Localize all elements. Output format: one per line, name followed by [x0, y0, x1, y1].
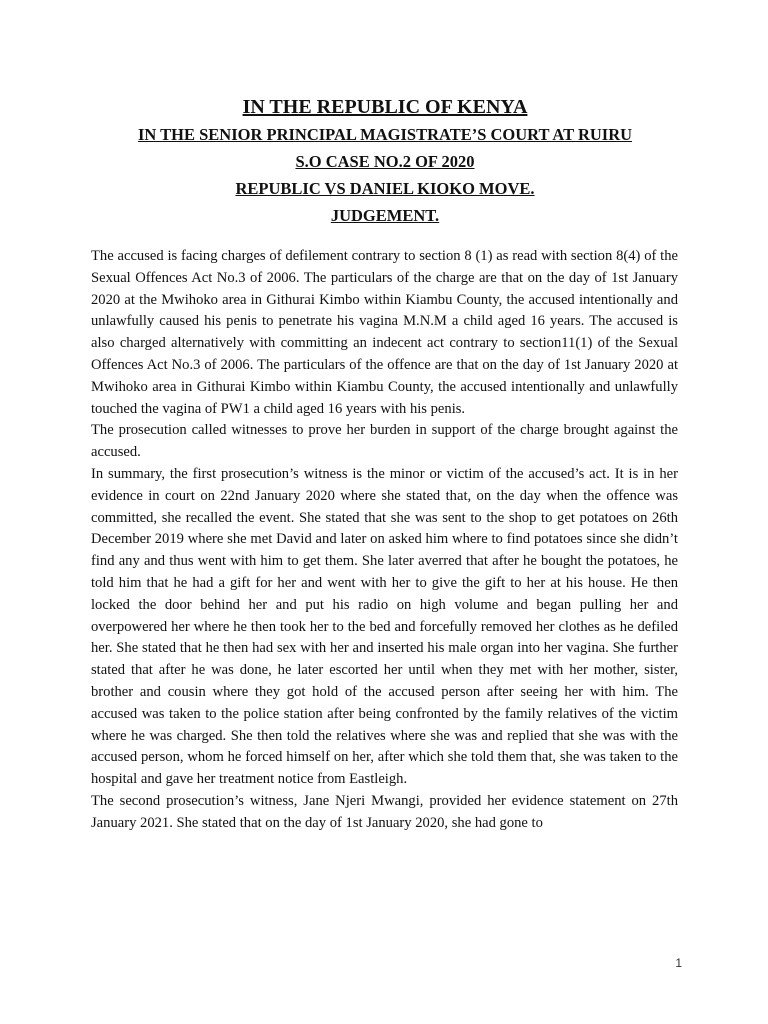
paragraph-prosecution: The prosecution called witnesses to prove her burden in support of the charge brought against the accused.: [91, 422, 678, 461]
document-title: JUDGEMENT.: [330, 206, 440, 225]
document-header: [90, 93, 680, 229]
paragraph-charges: The accused is facing charges of defilement contrary to section 8 (1) as read with section 8(4) of the Sexual Offences Act No.3 of 2006. The particulars of the charge are that on the day of 1st January 2020 at the Mwihoko area in Githurai Kimbo within Kiambu County, the accused intentionally and unlawfully caused his penis to penetrate his vagina M.N.M a child aged 16 years. The accused is also charged alternatively with committing an indecent act contrary to section11(1) of the Sexual Offences Act No.3 of 2006. The particulars of the offence are that on the day of 1st January 2020 at Mwihoko area in Githurai Kimbo within Kiambu County, the accused intentionally and unlawfully touched the vagina of PW1 a child aged 16 years with his penis.: [91, 248, 678, 417]
court-heading: IN THE SENIOR PRINCIPAL MAGISTRATE’S COURT AT RUIRU: [137, 125, 633, 144]
case-number-heading: S.O CASE NO.2 OF 2020: [295, 152, 475, 171]
paragraph-second-witness: The second prosecution’s witness, Jane Njeri Mwangi, provided her evidence statement on 27th January 2021. She stated that on the day of 1st January 2020, she had gone to: [91, 792, 678, 831]
parties-heading: REPUBLIC VS DANIEL KIOKO MOVE.: [235, 179, 535, 198]
document-body: [91, 246, 678, 835]
paragraph-first-witness: In summary, the first prosecution’s witness is the minor or victim of the accused’s act. It is in her evidence in court on 22nd January 2020 where she stated that, on the day when the offence was committed, she recalled the event. She stated that she was sent to the shop to get potatoes on 26th December 2019 where she met David and later on asked him where to find potatoes since she didn’t find any and thus went with him to get them. She later averred that after he bought the potatoes, he told him that he had a gift for her and went with her to give the gift to her at his house. He then locked the door behind her and put his radio on high volume and began pulling her and overpowered her where he then took her to the bed and forcefully removed her clothes as he defiled her. She stated that he then had sex with her and inserted his male organ into her vagina. She further stated that after he was done, he later escorted her until when they met with her mother, sister, brother and cousin where they got hold of the accused person after seeing her with him. The accused was taken to the police station after being confronted by the family relatives of the victim where he was charged. She then told the relatives where she was and replied that she was with the accused person, whom he forced himself on her, after which she told them that, she was taken to the hospital and gave her treatment notice from Eastleigh.: [91, 465, 678, 788]
page-number: 1: [675, 956, 682, 970]
country-heading: IN THE REPUBLIC OF KENYA: [242, 96, 528, 118]
